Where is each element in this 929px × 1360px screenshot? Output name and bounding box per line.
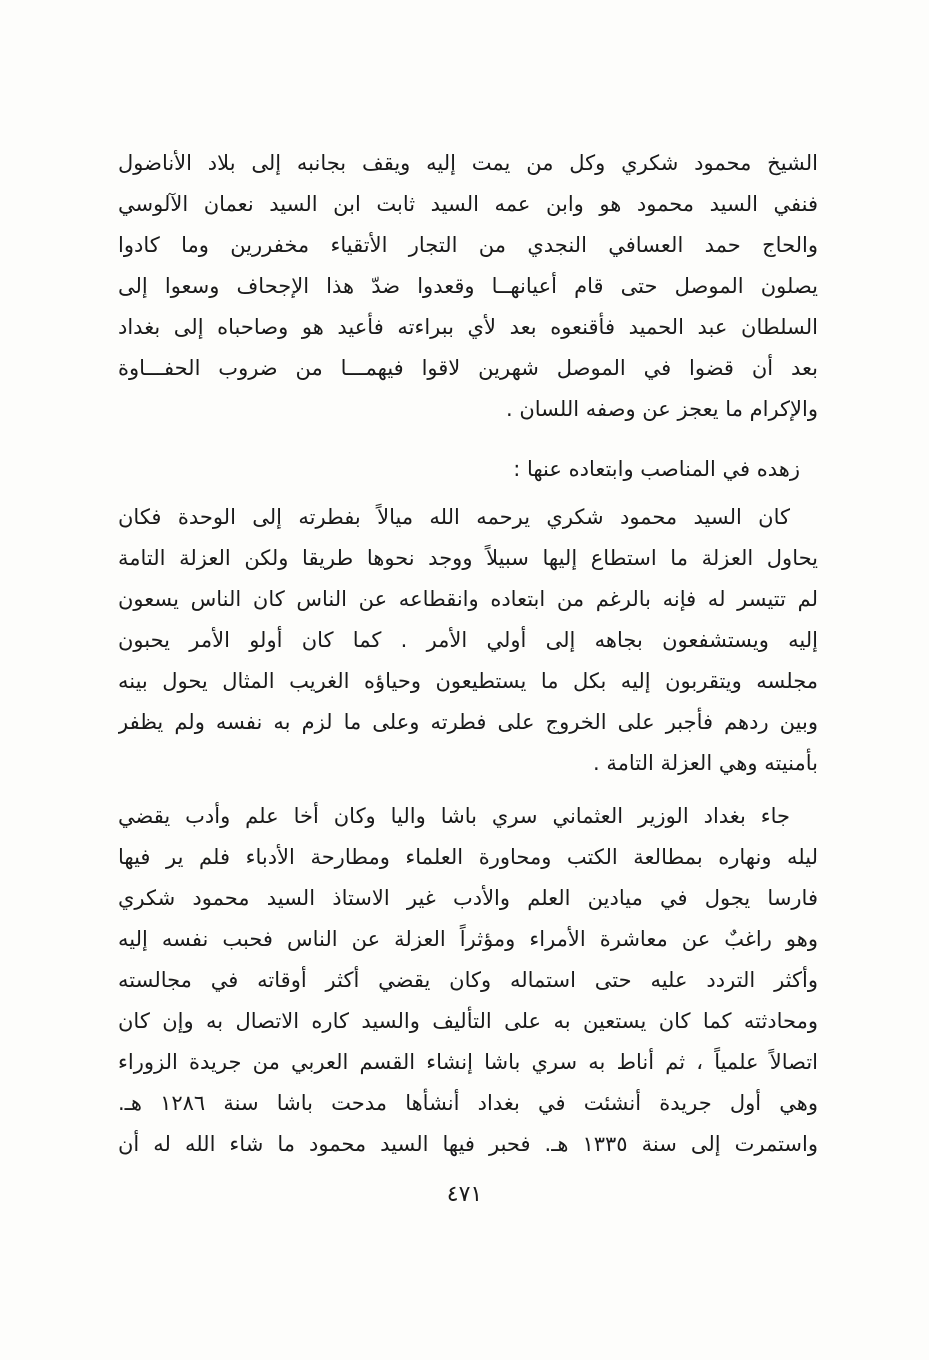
text-line: والحاج حمد العسافي النجدي من التجار الأتقياء مخفررين وما كادوا [118,233,818,257]
text-line: فارسا يجول في ميادين العلم والأدب غير الاستاذ السيد محمود شكري [118,886,818,910]
text-line: وهي أول جريدة أنشئت في بغداد أنشأها مدحت باشا سنة ١٢٨٦ هـ. [118,1091,818,1115]
text-line: يصلون الموصل حتى قام أعيانهــا وقعدوا ضدّ هذا الإجحاف وسعوا إلى [118,274,818,298]
text-line: بأمنيته وهي العزلة التامة . [593,751,818,775]
text-line: والإكرام ما يعجز عن وصفه اللسان . [506,397,818,421]
text-line: الشيخ محمود شكري وكل من يمت إليه ويقف بجانبه إلى بلاد الأناضول [118,151,818,175]
text-line: وهو راغبٌ عن معاشرة الأمراء ومؤثراً العزلة عن الناس فحبب نفسه إليه [118,927,818,951]
text-line: إليه ويستشفعون بجاهه إلى أولي الأمر . كما كان أولو الأمر يحبون [118,628,818,652]
text-line: لم تتيسر له فإنه بالرغم من ابتعاده وانقطاعه عن الناس كان الناس يسعون [118,587,818,611]
paragraph-sirri-pasha [118,796,818,1165]
section-heading [118,449,818,490]
text-line: وبين ردهم فأجبر على الخروج على فطرته وعلى ما لزم به نفسه ولم يظفر [118,710,818,734]
text-line: واستمرت إلى سنة ١٣٣٥ هـ. فحبر فيها السيد محمود ما شاء الله له أن [118,1132,818,1156]
text-line: مجلسه ويتقربون إليه بكل ما يستطيعون وحياؤه الغريب المثال يحول بينه [118,669,818,693]
heading-text: زهده في المناصب وابتعاده عنها : [513,457,800,481]
text-line: ليله ونهاره بمطالعة الكتب ومحاورة العلماء ومطارحة الأدباء فلم ير فيها [118,845,818,869]
paragraph-continued [118,143,818,430]
page-number: ٤٧١ [446,1182,483,1207]
paragraph-zuhd [118,497,818,784]
text-line: كان السيد محمود شكري يرحمه الله ميالاً بفطرته إلى الوحدة فكان [118,505,790,529]
text-line: ومحادثته كما كان يستعين به على التأليف والسيد كاره الاتصال به وإن كان [118,1009,818,1033]
text-line: بعد أن قضوا في الموصل شهرين لاقوا فيهمـــا من ضروب الحفـــاوة [118,356,818,380]
text-line: وأكثر التردد عليه حتى استماله وكان يقضي أكثر أوقاته في مجالسته [118,968,818,992]
text-line: يحاول العزلة ما استطاع إليها سبيلاً ووجد نحوها طريقا ولكن العزلة التامة [118,546,818,570]
text-line: جاء بغداد الوزير العثماني سري باشا واليا وكان أخا علم وأدب يقضي [118,804,790,828]
text-line: اتصالاً علمياً ، ثم أناط به سري باشا إنشاء القسم العربي من جريدة الزوراء [118,1050,818,1074]
text-line: السلطان عبد الحميد فأقنعوه بعد لأي ببراءته فأعيد هو وصاحباه إلى بغداد [118,315,818,339]
text-line: فنفي السيد محمود هو وابن عمه السيد ثابت ابن السيد نعمان الآلوسي [118,192,818,216]
